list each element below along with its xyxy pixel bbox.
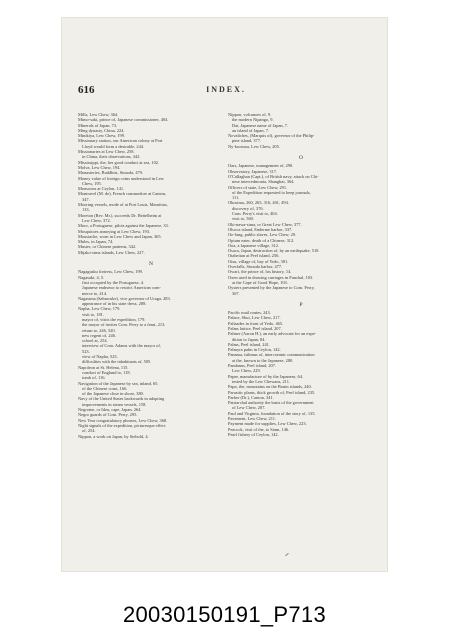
index-entry: Observatory, Japanese, 317. bbox=[228, 168, 278, 174]
index-subentry: Com. Perry's visit to, 404. bbox=[232, 211, 278, 217]
index-subentry: difficulties with the inhabitants of, 505. bbox=[82, 359, 152, 365]
index-entry: Nagasaki, 4, 5. bbox=[78, 274, 105, 280]
index-entry: Opium eater, death of a Chinese, 312. bbox=[228, 237, 295, 243]
index-subentry: interview of Com. Adams with the mayor of, bbox=[82, 343, 161, 349]
index-entry: Mules, in Japan, 74. bbox=[78, 239, 114, 245]
index-entry: Money value of foreign coins understood in Lew bbox=[78, 175, 164, 181]
index-subentry: at the Cape of Good Hope, 103. bbox=[232, 279, 288, 285]
index-subentry: at the, known to the Japanese, 280. bbox=[232, 357, 294, 363]
index-entry: Mooring vessels, mode of at Port Louis, Mauritius, bbox=[78, 202, 168, 208]
index-entry: Novaliches, (Marquis of), governor of the Philip- bbox=[228, 133, 315, 139]
index-subentry: discovery of, 376. bbox=[232, 205, 264, 211]
index-entry: Moro, a Portuguese, pilots against the Japanese, 33. bbox=[78, 223, 169, 229]
index-entry: Negroine, or Idzu, cape, Japan, 264. bbox=[78, 407, 142, 413]
index-subentry: tomb of, 116. bbox=[82, 375, 106, 381]
index-entry: Navigation of the Japanese by sea, inland, 65. bbox=[78, 380, 159, 386]
index-subentry: 523. bbox=[82, 348, 90, 354]
index-entry: O'Callaghan (Capt.), of British navy, attack on Chi- bbox=[228, 173, 319, 179]
index-subentry: 111. bbox=[232, 195, 240, 201]
index-subentry: improvements in steam vessels, 158. bbox=[82, 401, 147, 407]
index-subentry: 367. bbox=[232, 290, 240, 296]
index-entry: Montravel (M. de), French commodore at Canton, bbox=[78, 191, 167, 197]
index-subentry: school at, 254. bbox=[82, 338, 108, 344]
index-entry: Olucca island, Enderme harbor, 337. bbox=[228, 226, 293, 232]
index-entry: Minerals of Japan, 73. bbox=[78, 122, 118, 128]
index-entry: Patriarchal authority the basis of the government bbox=[228, 400, 314, 406]
index-entry: Napoleon at St. Helena, 115. bbox=[78, 364, 129, 370]
index-entry: Parker (Dr.), Canton, 341. bbox=[228, 394, 274, 400]
index-entry: Navy of the United States backwards in adopting bbox=[78, 396, 165, 402]
page-title: INDEX. bbox=[206, 85, 246, 94]
index-column-right bbox=[228, 112, 374, 437]
index-subentry: the modern Nipango, 9. bbox=[232, 117, 274, 123]
index-subentry: pine island, 377. bbox=[232, 138, 262, 144]
index-entry: Overfalls, Simoda harbor, 477. bbox=[228, 264, 283, 270]
index-subentry: dition to Japan, 84. bbox=[232, 336, 266, 342]
index-entry: Muster, or Chinese patterns, 342. bbox=[78, 244, 137, 250]
index-entry: Nippon, volcanoes of, 9. bbox=[228, 112, 272, 117]
index-entry: Osaca, Japan, destruction of, by an earthquake, 510. bbox=[228, 248, 320, 254]
index-column-left bbox=[78, 112, 224, 439]
index-entry: Pearl fishery of Ceylon, 142. bbox=[228, 431, 279, 437]
index-entry: Oxen used in drawing carriages in Funchal, 103. bbox=[228, 274, 314, 280]
index-subentry: Chew, 195. bbox=[82, 180, 102, 186]
index-entry: Nagagusku fortress, Lew Chew, 199. bbox=[78, 269, 143, 275]
index-entry: Nagasima (Saburoske), vice governor of Uraga, 283. bbox=[78, 295, 171, 301]
catalog-caption: 20030150191_P713 bbox=[122, 602, 326, 627]
index-entry: Otsu, village of, bay of Yedo, 381. bbox=[228, 258, 289, 264]
index-entry: Negro guards of Com. Perry, 295. bbox=[78, 412, 138, 418]
index-entry: Palisades in front of Yedo, 465. bbox=[228, 320, 284, 326]
index-entry: Palmer (Aaron H.), an early advocate for an expe- bbox=[228, 331, 317, 337]
index-subentry: an island of Japan, 7. bbox=[232, 127, 270, 133]
index-entry: Mississippi, the, her good conduct at sea, 102. bbox=[78, 159, 160, 165]
index-entry: Pandanus, Peel island, 207. bbox=[228, 363, 277, 369]
index-entry: Ooa, a Japanese village, 312. bbox=[228, 242, 280, 248]
index-entry: Pavement, Lew Chew, 211. bbox=[228, 416, 277, 422]
index-subentry: visit to, 560. bbox=[232, 216, 254, 222]
index-entry: Missionary station, our American colony at Port bbox=[78, 138, 163, 144]
index-entry: Palace, Shui, Lew Chew, 217. bbox=[228, 315, 281, 321]
index-entry: Moustache, worn in Lew Chew and Japan, 365. bbox=[78, 233, 162, 239]
index-subentry: new regent of, 246. bbox=[82, 332, 117, 338]
index-entry: Mimo-saki, prince of, Japanese commissioner, 404. bbox=[78, 117, 169, 123]
index-entry: Owari, the prince of, his history, 14. bbox=[228, 269, 292, 275]
index-entry: Otaheitan at Peel island, 256. bbox=[228, 253, 280, 259]
index-subentry: Japanese endeavor to restrict American com- bbox=[82, 285, 161, 291]
section-letter: O bbox=[299, 155, 303, 162]
index-subentry: Dai, Japanese name of Japan, 7. bbox=[232, 122, 289, 128]
index-entry: Mills, Lew Chew, 364. bbox=[78, 112, 119, 117]
index-entry: Pacific mail routes, 243. bbox=[228, 310, 271, 316]
index-subentry: of Lew Chew, 207. bbox=[232, 405, 266, 411]
index-subentry: return to, 246, 520. bbox=[82, 327, 116, 333]
index-entry: Napha, Lew Chew, 179. bbox=[78, 306, 121, 312]
index-entry: Panama, isthmus of, intercoeanic communication bbox=[228, 352, 315, 358]
index-subentry: first occupied by the Portuguese, 4. bbox=[82, 279, 145, 285]
index-entry: Ming dynasty, China, 224. bbox=[78, 127, 125, 133]
index-entry: Papo, the, mountains on the Bonin islands, 240. bbox=[228, 384, 312, 390]
index-entry: Palms, Peel island, 241. bbox=[228, 341, 270, 347]
page-mark bbox=[285, 553, 289, 556]
index-entry: Nippon, a work on Japan, by Siebold, 4. bbox=[78, 433, 149, 439]
index-entry: Palmyra palm in Ceylon, 142. bbox=[228, 347, 281, 353]
index-subentry: Lew Chew, 372. bbox=[82, 217, 111, 223]
index-subentry: view of Napha, 523. bbox=[82, 354, 118, 360]
index-entry: Ohosima, 260, 265, 316, 401, 494. bbox=[228, 200, 289, 206]
index-entry: Night signals of the expedition, picturesque effect bbox=[78, 422, 166, 428]
index-subentry: of the Japanese close in shore, 380. bbox=[82, 391, 144, 397]
index-subentry: Lloyd would form a desirable, 244. bbox=[82, 143, 145, 149]
index-entry: Peacock, visit of the, to Siam, 146. bbox=[228, 426, 290, 432]
book-page bbox=[62, 18, 387, 571]
index-entry: Oars, Japanese, management of, 290. bbox=[228, 163, 294, 169]
index-entry: Officers of state, Lew Chew, 291. bbox=[228, 184, 288, 190]
index-entry: Paul and Virginia, foundation of the story of, 135. bbox=[228, 410, 316, 416]
index-entry: Mosquitoes annoying at Lew Chew, 193. bbox=[78, 228, 151, 234]
index-entry: Moreton (Rev. Mr.), succeeds Dr. Bettelheim at bbox=[78, 212, 162, 218]
section-letter: P bbox=[299, 302, 303, 309]
page-number: 616 bbox=[78, 84, 95, 96]
page-header bbox=[78, 84, 374, 100]
index-entry: Molva, Lew Chew, 194. bbox=[78, 164, 121, 170]
index-subentry: of the Chinese coast, 166. bbox=[82, 385, 128, 391]
index-entry: Mijako-sima islands, Lew Chew, 227. bbox=[78, 249, 145, 255]
index-subentry: 347. bbox=[82, 196, 90, 202]
index-subentry: conduct of England to, 118. bbox=[82, 369, 131, 375]
index-entry: Oo-lang, public slaves, Lew Chew, 29. bbox=[228, 232, 297, 238]
index-subentry: tested by the Lew Chewans, 211. bbox=[232, 378, 290, 384]
index-subentry: merce to, 414. bbox=[82, 290, 108, 296]
index-subentry: the mayor of invites Com. Perry to a feast, 213. bbox=[82, 322, 166, 328]
index-subentry: mayor of, visits the expedition, 179. bbox=[82, 316, 146, 322]
index-entry: Missionaries at Lew Chew, 258. bbox=[78, 149, 135, 155]
index-entry: Oysters presented by the Japanese to Com. Perry, bbox=[228, 285, 315, 291]
index-subentry: appearance of in his state dress, 288. bbox=[82, 301, 147, 307]
index-entry: Monasteries, Buddhist, Simoda, 479. bbox=[78, 170, 144, 176]
index-entry: Paper, manufacture of by the Japanese, 64. bbox=[228, 373, 304, 379]
index-entry: Payment made for supplies, Lew Chew, 223. bbox=[228, 421, 307, 427]
index-subentry: in China, their observations, 342. bbox=[82, 154, 141, 160]
index-entry: Ny-koomoa, Lew Chew, 205. bbox=[228, 143, 280, 149]
index-subentry: visit to, 181. bbox=[82, 311, 104, 317]
index-subentry: of the Expedition requested to keep journals, bbox=[232, 189, 311, 195]
index-entry: Parasitic plants, thick growth of, Peel island, 235. bbox=[228, 389, 316, 395]
index-entry: Minikiya, Lew Chew, 199. bbox=[78, 133, 126, 139]
index-entry: Palms lattice, Peel island, 207. bbox=[228, 325, 282, 331]
index-subentry: of, 254. bbox=[82, 428, 96, 434]
index-entry: Monsoons at Ceylon, 141. bbox=[78, 186, 125, 192]
index-entry: New Year congratulatory phrases, Lew Chew, 368. bbox=[78, 417, 168, 423]
section-letter: N bbox=[149, 261, 153, 268]
index-subentry: Lew Chew, 229. bbox=[232, 368, 261, 374]
index-subentry: nese intercedmonia, Shanghai, 364. bbox=[232, 179, 295, 185]
index-subentry: 133. bbox=[82, 207, 90, 213]
index-entry: Oki-nawa-sima, or Great Lew Chew, 377. bbox=[228, 221, 302, 227]
